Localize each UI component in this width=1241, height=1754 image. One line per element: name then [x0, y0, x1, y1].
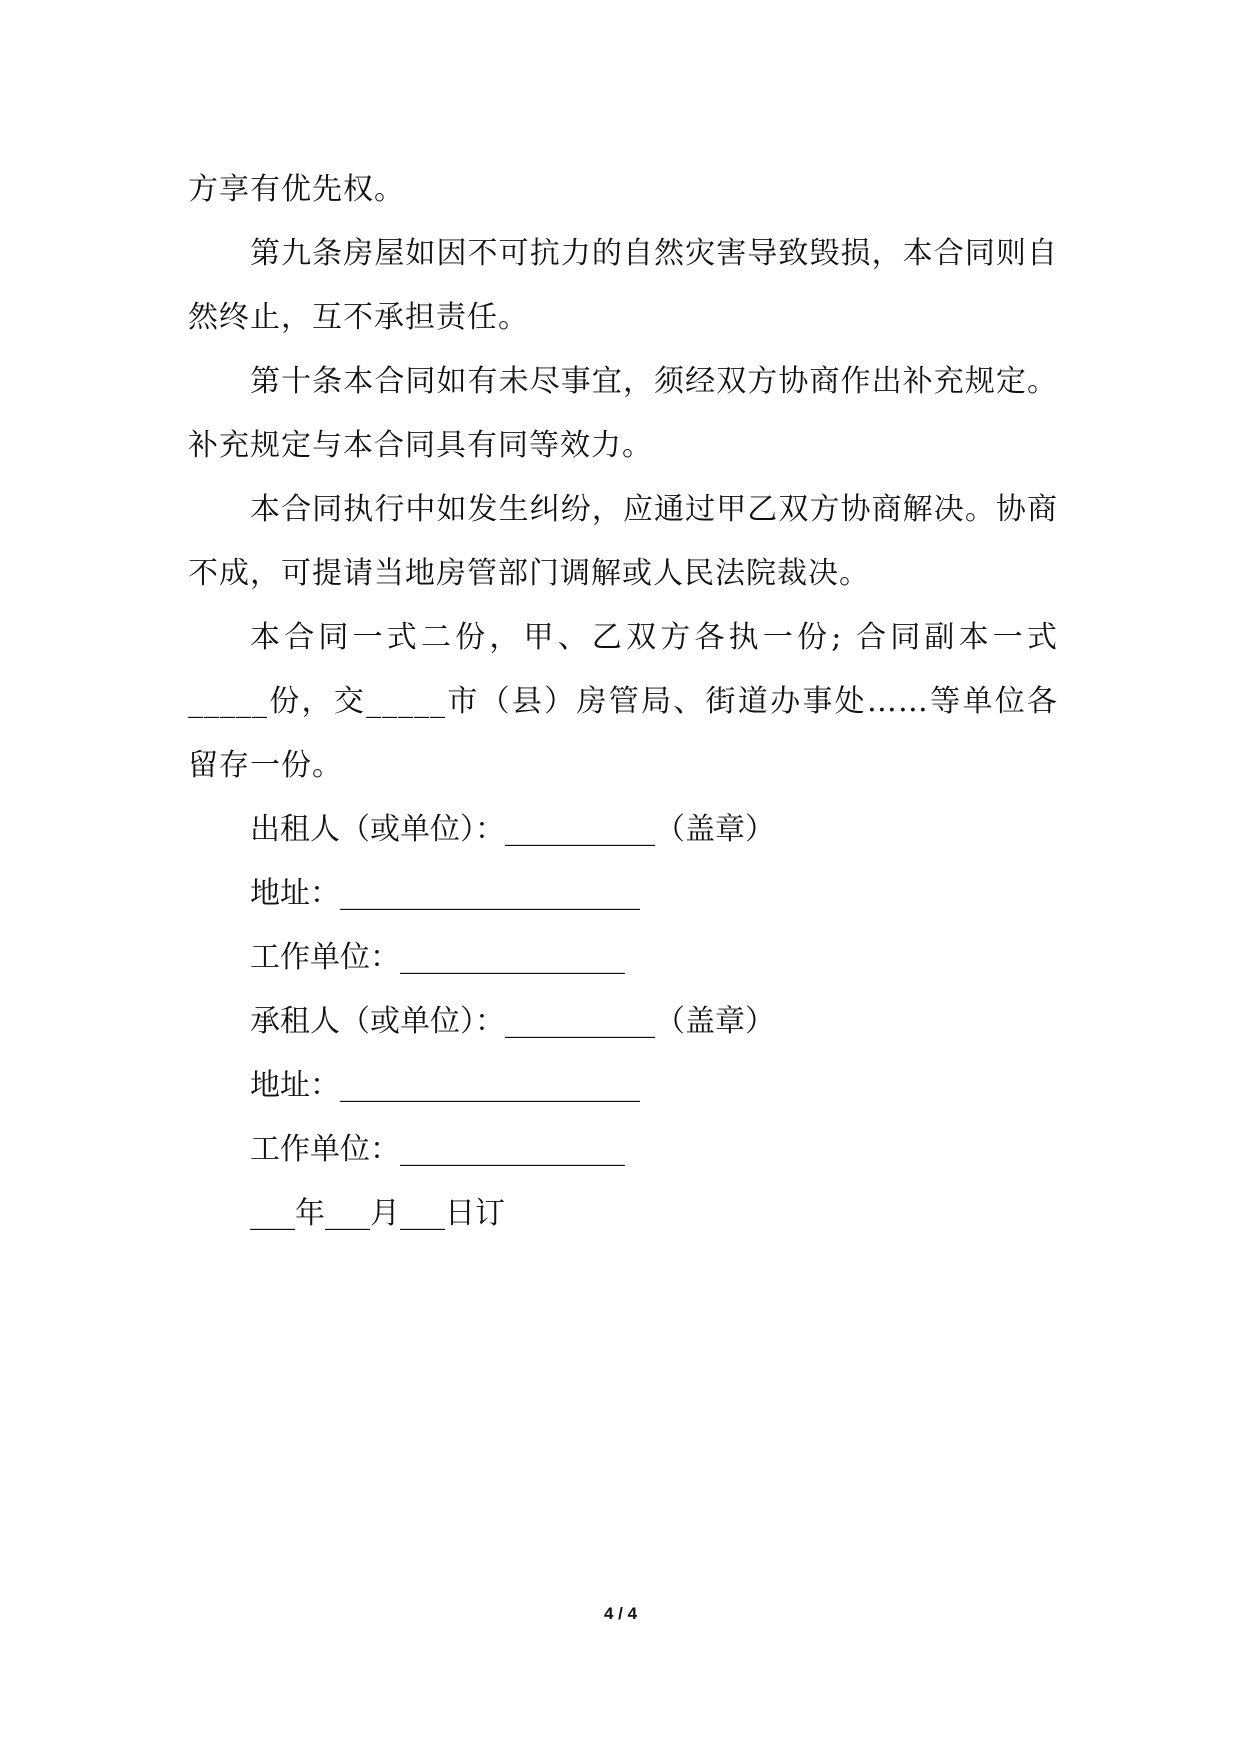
lessee-work-unit-line: 工作单位：_______________: [250, 1132, 625, 1167]
signing-date-line: ___年___月___日订: [250, 1196, 505, 1231]
paragraph-dispute-resolution: 本合同执行中如发生纠纷，应通过甲乙双方协商解决。协商不成，可提请当地房管部门调解或人民法院裁决。: [188, 492, 1058, 591]
paragraph-article-10: 第十条本合同如有未尽事宜，须经双方协商作出补充规定。补充规定与本合同具有同等效力。: [188, 364, 1058, 463]
lessee-line: 承租人（或单位）：__________（盖章）: [250, 1004, 775, 1039]
page-number: 4 / 4: [603, 1604, 638, 1623]
lessee-address-line: 地址：____________________: [250, 1068, 640, 1103]
paragraph-copies: 本合同一式二份，甲、乙双方各执一份; 合同副本一式_____份，交_____市（县）房管局、街道办事处……等单位各留存一份。: [188, 620, 1058, 783]
lessor-address-line: 地址：____________________: [250, 876, 640, 911]
paragraph-article-9: 第九条房屋如因不可抗力的自然灾害导致毁损，本合同则自然终止，互不承担责任。: [188, 236, 1058, 335]
paragraph-priority-right: 方享有优先权。: [188, 172, 405, 207]
document-body: [188, 158, 1058, 1246]
lessor-line: 出租人（或单位）：__________（盖章）: [250, 812, 775, 847]
lessor-work-unit-line: 工作单位：_______________: [250, 940, 625, 975]
signature-block: [188, 798, 1058, 1246]
